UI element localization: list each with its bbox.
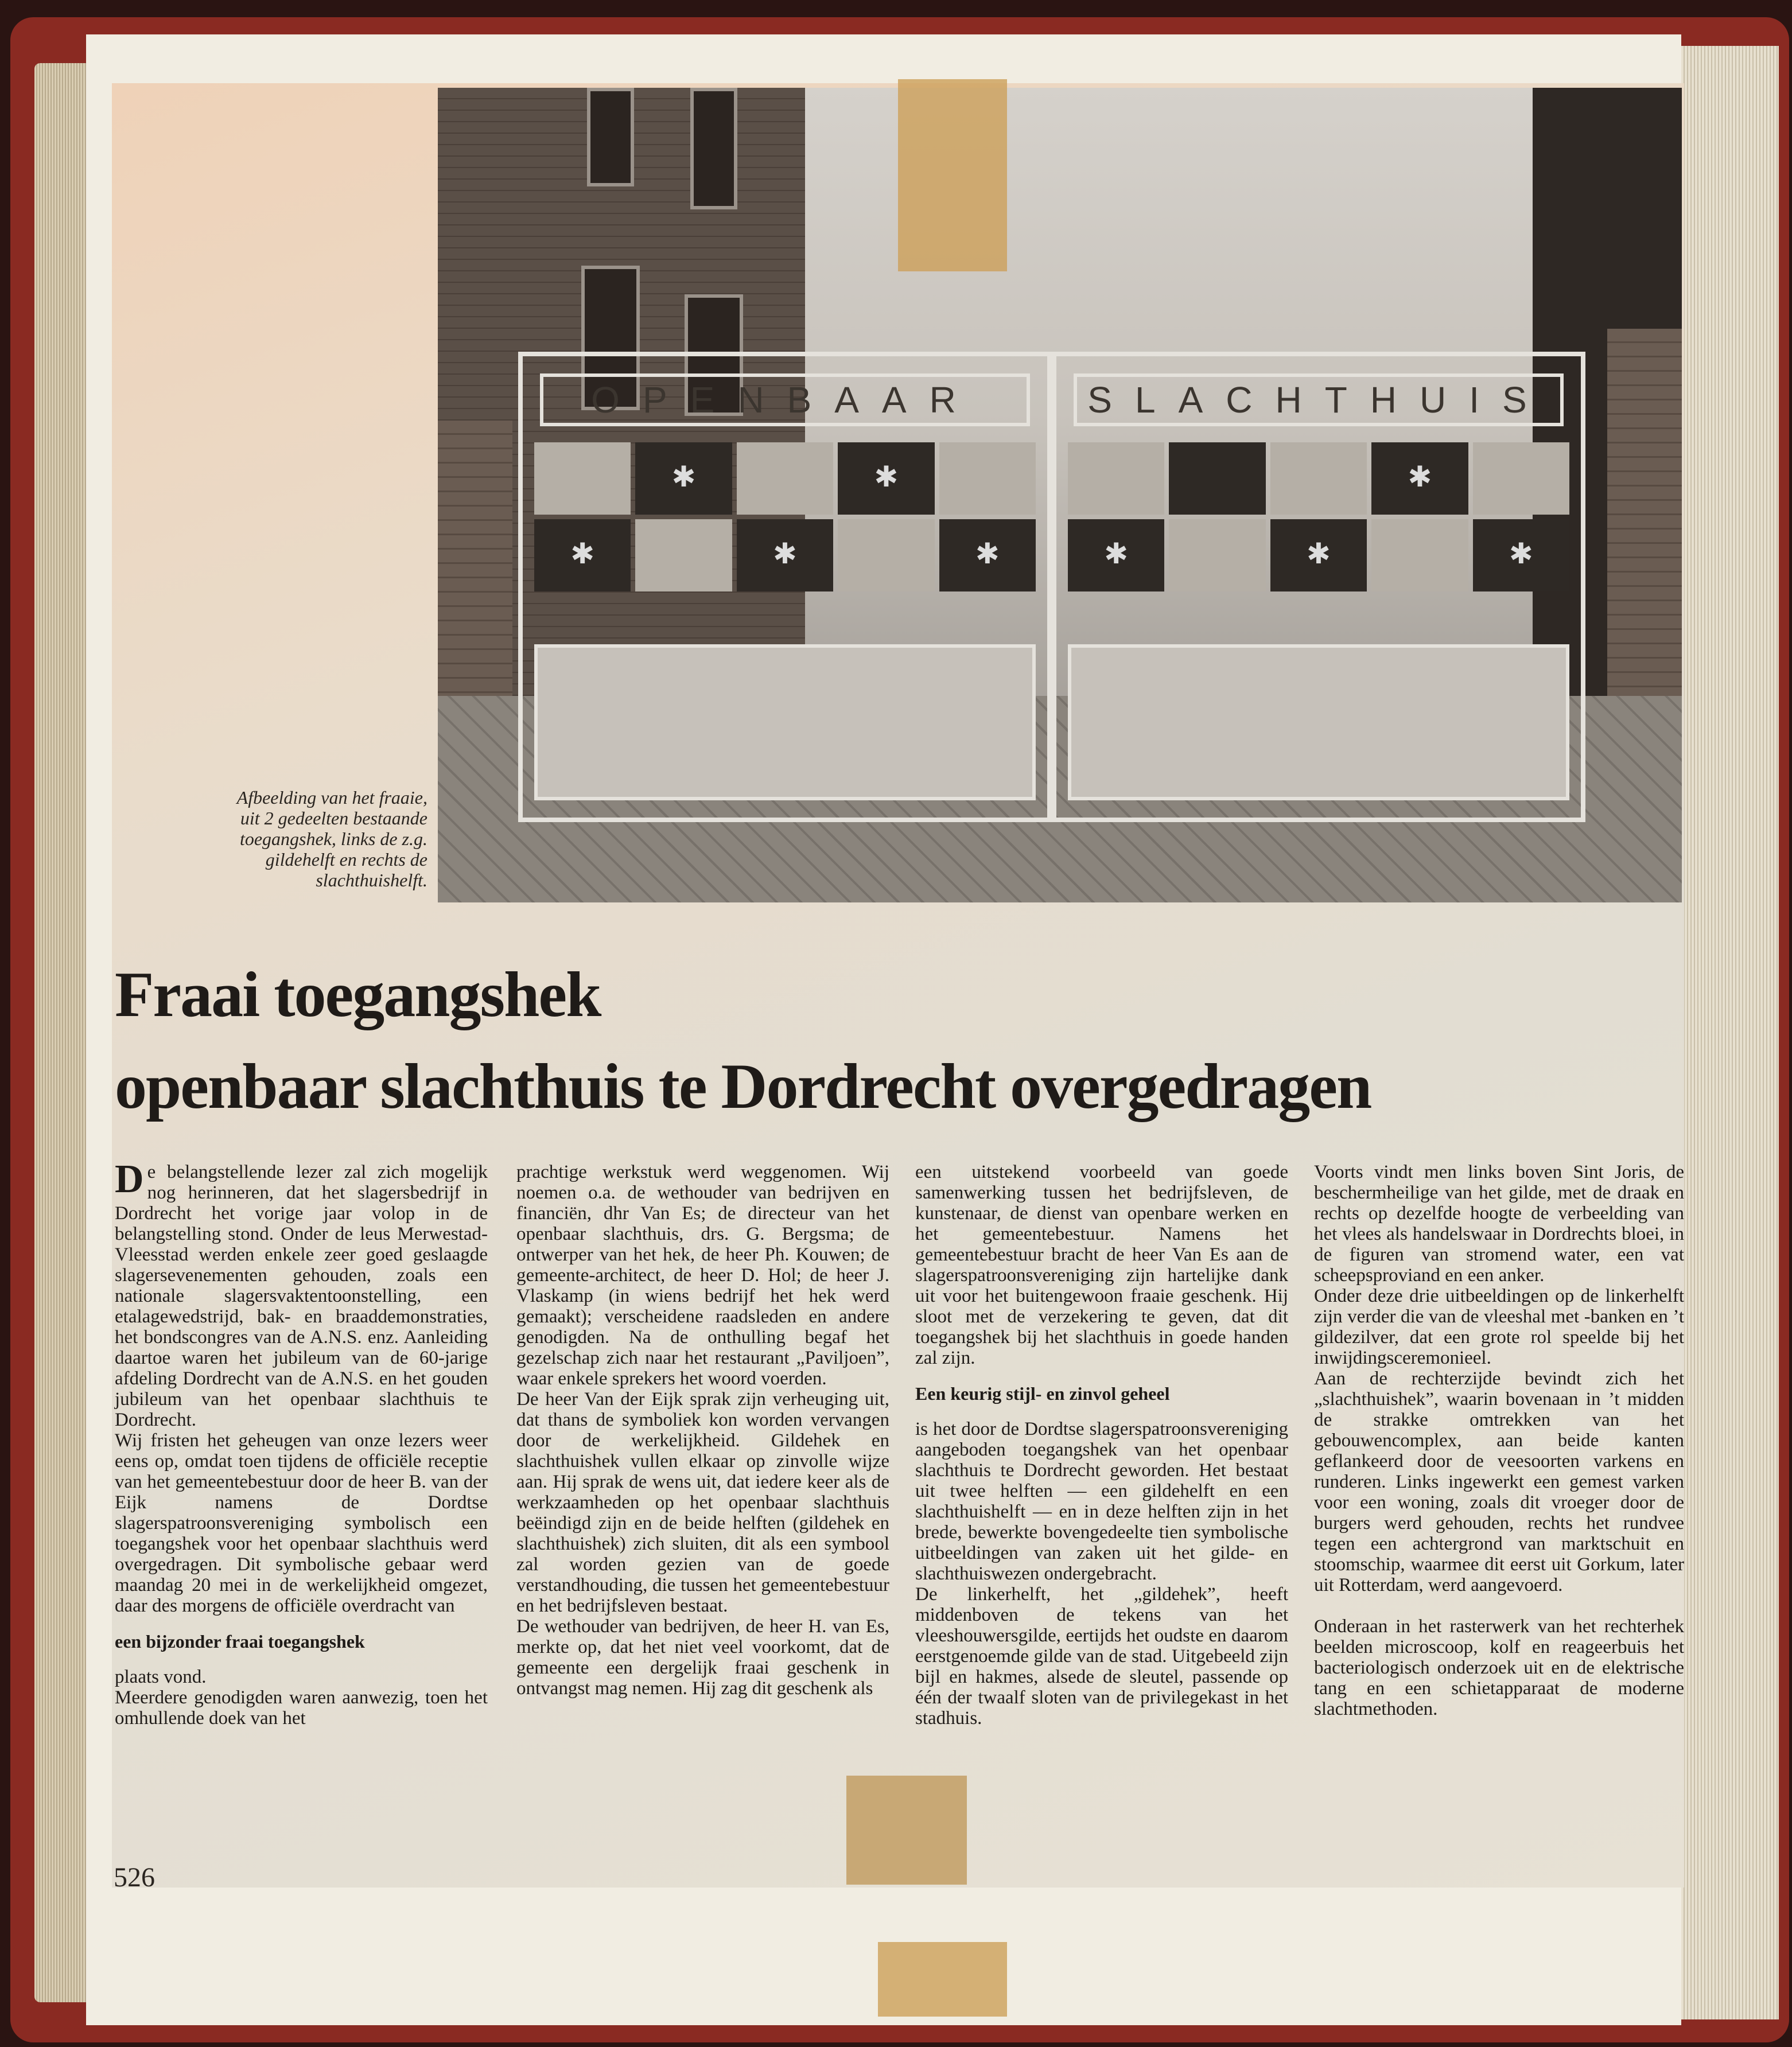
gate-left-half xyxy=(518,352,1052,822)
gate-lower-panel-right xyxy=(1068,644,1569,800)
article-column-3: een uitstekend voorbeeld van goede samenwerking tussen het bedrijfsleven, de kunstenaar, de dienst van openbare werken en het gemeentebestuur. Namens het gemeentebestuur bracht de heer Van Es aan de slagerspatroonsvereniging zijn hartelijke dank uit voor het buitengewoon fraaie geschenk. Hij sloot met de verzekering te geven, dat dit toegangshek bij het slachthuis in goede handen zal zijn. Een keurig stijl- en zinvol geheel is het door de Dordtse slagerspatroonsvereniging aangeboden toegangshek van het openbaar slachthuis te Dordrecht geworden. Het bestaat uit twee helften — een gildehelft en een slachthuishelft — en in deze helften zijn in het brede, bewerkte bovengedeelte tien symbolische uitbeeldingen van zaken uit het gilde- en slachthuiswezen ondergebracht. De linkerhelft, het „gildehek”, heeft middenboven de tekens van het vleeshouwersgilde, eertijds het oudste en daarom eerstgenoemde gilde van de stad. Uitgebeeld zijn bijl en hakmes, alsede de sleutel, passende op één der twaalf sloten van de privilegekast in het stadhuis. xyxy=(915,1162,1288,1729)
guild-panels: ✱ ✱ ✱ ✱ ✱ xyxy=(534,442,1036,591)
tape-top xyxy=(898,79,1007,271)
gate-lower-panel-left xyxy=(534,644,1036,800)
gate-photo xyxy=(438,88,1682,902)
headline-line-2: openbaar slachthuis te Dordrecht overgedragen xyxy=(115,1051,1371,1122)
page-number: 526 xyxy=(114,1862,155,1893)
brick-pillar-left xyxy=(438,421,512,719)
subheading-1: een bijzonder fraai toegangshek xyxy=(115,1631,365,1652)
subheading-2: Een keurig stijl- en zinvol geheel xyxy=(915,1383,1170,1404)
tape-bottom xyxy=(878,1942,1007,2017)
tape-middle xyxy=(846,1776,967,1885)
photo-caption: Afbeelding van het fraaie, uit 2 gedeelten bestaande toegangshek, links de z.g. gildehelft en rechts de slachthuishelft. xyxy=(236,787,427,890)
gate-sign-left: OPENBAAR xyxy=(540,373,1030,426)
headline-line-1: Fraai toegangshek xyxy=(115,959,601,1030)
brick-pillar-right xyxy=(1607,329,1682,719)
article-column-4: Voorts vindt men links boven Sint Joris, de beschermheilige van het gilde, met de draak en rechts op dezelfde hoogte de verbeelding van het vlees als handelswaar in Dordrechts bloei, in de figuren van stromend water, een vat scheepsproviand en een anker. Onder deze drie uitbeeldingen op de linkerhelft zijn verder die van de vleeshal met -banken en ’t gildezilver, dat een grote rol speelde bij het inwijdingsceremonieel. Aan de rechterzijde bevindt zich het „slachthuishek”, waarin bovenaan in ’t midden de strakke omtrekken van het gebouwencomplex, aan beide kanten geflankeerd door de veesoorten varkens en runderen. Links ingewerkt een gemest varken voor een woning, zoals dit vroeger door de burgers werd gehouden, rechts het rundvee tegen een achtergrond van marktschuit en stoomschip, waarmee dit eerst uit Gorkum, later uit Rotterdam, werd aangevoerd. Onderaan in het rasterwerk van het rechterhek beelden microscoop, kolf en reageerbuis het bacteriologisch onderzoek uit en de elektrische tang en een schietapparaat de moderne slachtmethoden. xyxy=(1314,1162,1684,1719)
article-column-2: prachtige werkstuk werd weggenomen. Wij noemen o.a. de wethouder van bedrijven en financiën, dhr Van Es; de directeur van het openbaar slachthuis, drs. G. Bergsma; de ontwerper van het hek, de heer Ph. Kouwen; de gemeente-architect, de heer D. Hol; de heer J. Vlaskamp (in wiens bedrijf het hek werd gemaakt); verscheidene raadsleden en andere genodigden. Na de onthulling begaf het gezelschap zich naar het restaurant „Paviljoen”, waar enkele sprekers het woord voerden. De heer Van der Eijk sprak zijn verheuging uit, dat thans de symboliek kon worden vervangen door de werkelijkheid. Gildehek en slachthuishek vullen elkaar op zinvolle wijze aan. Hij sprak de wens uit, dat iedere keer als de werkzaamheden op het openbaar slachthuis beëindigd zijn en de beide helften (gildehek en slachthuishek) zich sluiten, dit als een symbool zal worden gezien van de goede verstandhouding, die tussen het gemeentebestuur en het bedrijfsleven bestaat. De wethouder van bedrijven, de heer H. van Es, merkte op, dat het niet veel voorkomt, dat de gemeente een dergelijk fraai geschenk in ontvangst mag nemen. Hij zag dit geschenk als xyxy=(516,1162,889,1699)
gate-sign-right: SLACHTHUIS xyxy=(1074,373,1564,426)
page-edges-right xyxy=(1681,46,1779,2019)
slaughterhouse-panels: ✱ ✱ ✱ ✱ xyxy=(1068,442,1569,591)
gate-right-half xyxy=(1052,352,1585,822)
article-column-1: De belangstellende lezer zal zich mogelijk nog herinneren, dat het slagersbedrijf in Dordrecht het vorige jaar volop in de belangstelling stond. Onder de leus Merwestad-Vleesstad werden enkele zeer goed geslaagde slagersevenementen gehouden, zoals een nationale slagersvaktentoonstelling, een etalagewedstrijd, bak- en braaddemonstraties, het bondscongres van de A.N.S. enz. Aanleiding daartoe waren het jubileum van de 60-jarige afdeling Dordrecht van de A.N.S. en het gouden jubileum van het openbaar slachthuis te Dordrecht. Wij fristen het geheugen van onze lezers weer eens op, omdat toen tijdens de officiële receptie van het gemeentebestuur door de heer B. van der Eijk namens de Dordtse slagerspatroonsvereniging symbolisch een toegangshek voor het openbaar slachthuis werd overgedragen. Dit symbolische gebaar werd maandag 20 mei in de werkelijkheid omgezet, daar des morgens de officiële overdracht van een bijzonder fraai toegangshek plaats vond. Meerdere genodigden waren aanwezig, toen het omhullende doek van het xyxy=(115,1157,488,1729)
